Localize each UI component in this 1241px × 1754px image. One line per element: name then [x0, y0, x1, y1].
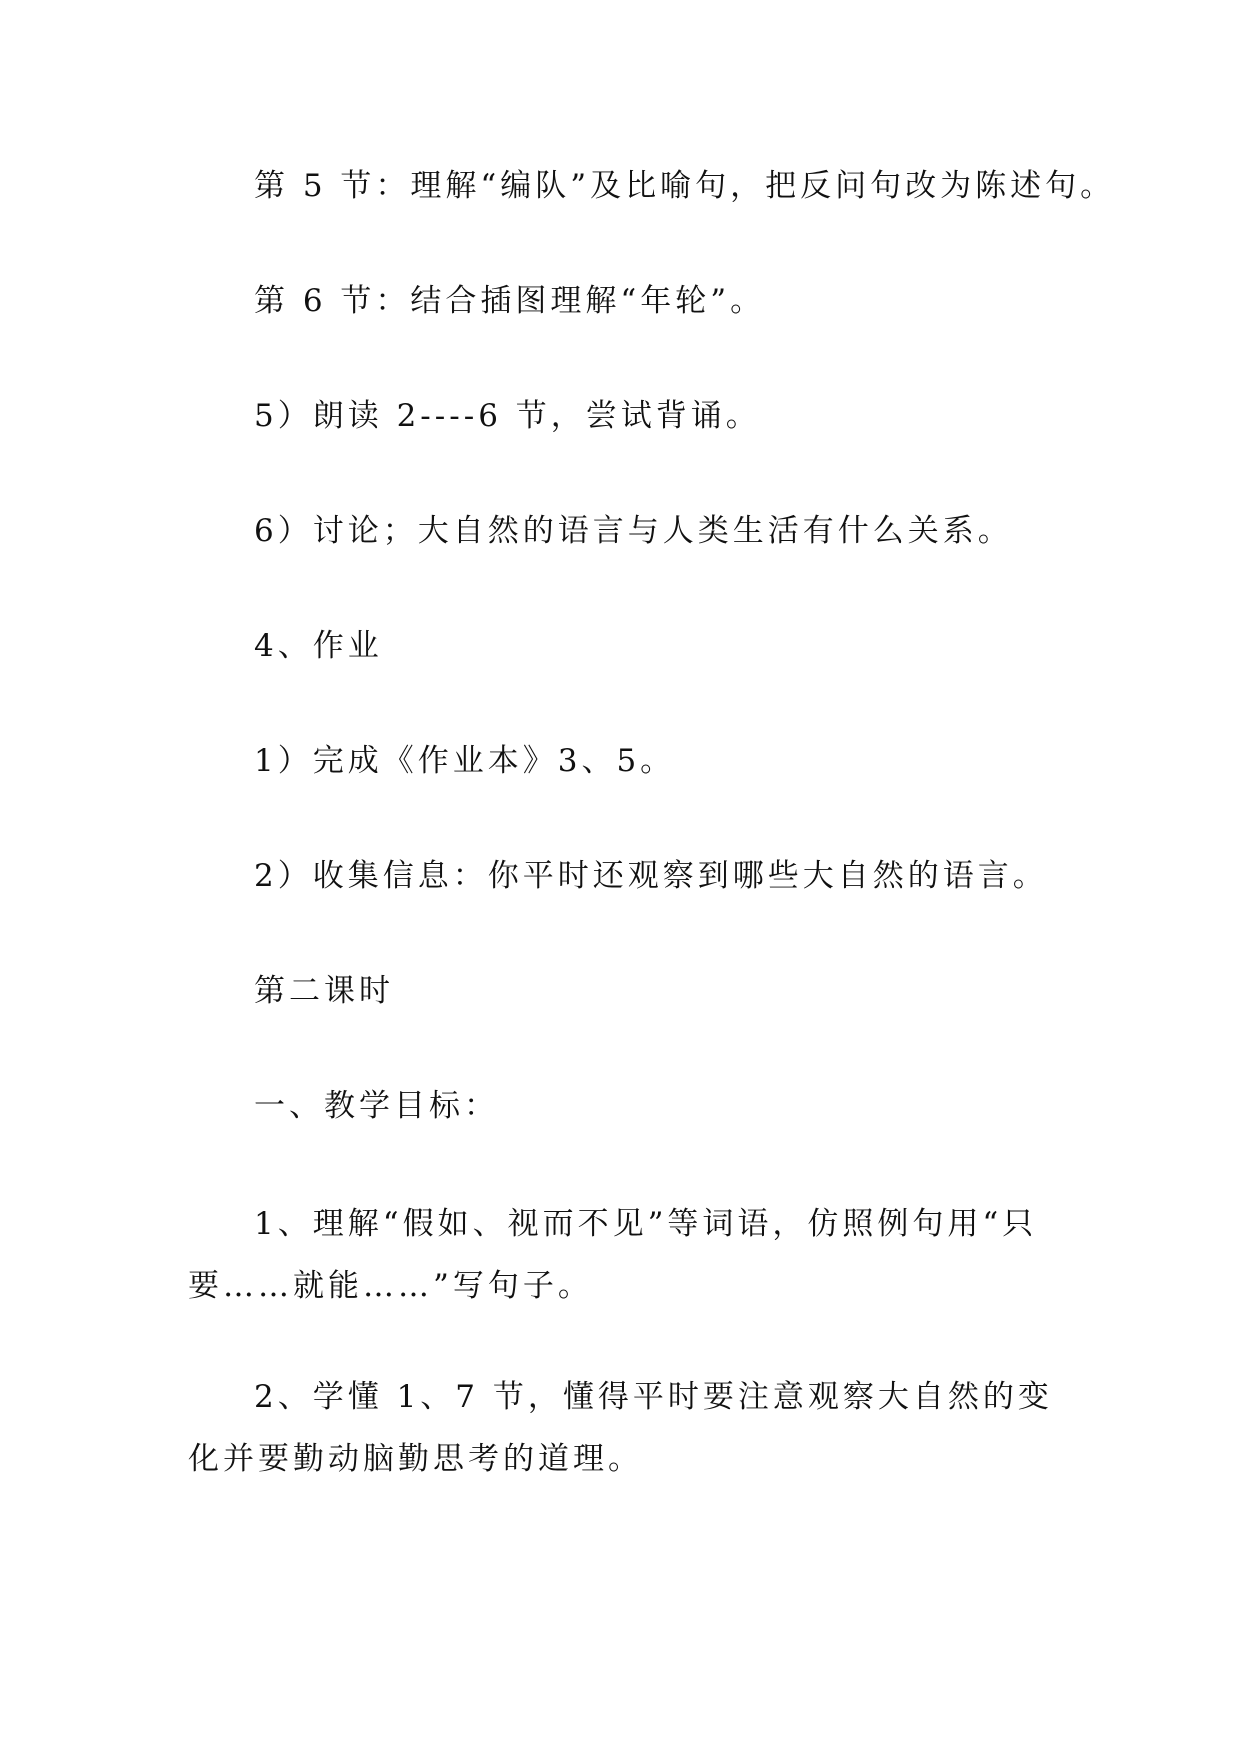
paragraph-homework-1: 1）完成《作业本》3、5。	[254, 743, 676, 779]
paragraph-objective-1: 1、理解“假如、视而不见”等词语，仿照例句用“只要……就能……”写句子。	[188, 1206, 1038, 1304]
paragraph-objective-2: 2、学懂 1、7 节，懂得平时要注意观察大自然的变化并要勤动脑勤思考的道理。	[188, 1379, 1053, 1477]
paragraph-homework-heading: 4、作业	[254, 628, 383, 664]
paragraph-section-5: 第 5 节：理解“编队”及比喻句，把反问句改为陈述句。	[254, 168, 1116, 204]
paragraph-homework-2: 2）收集信息：你平时还观察到哪些大自然的语言。	[254, 858, 1048, 894]
paragraph-lesson-2-heading: 第二课时	[254, 973, 394, 1009]
paragraph-objectives-heading: 一、教学目标：	[254, 1088, 499, 1124]
paragraph-section-6: 第 6 节：结合插图理解“年轮”。	[254, 283, 766, 319]
paragraph-step-5: 5）朗读 2----6 节，尝试背诵。	[254, 398, 761, 434]
paragraph-step-6: 6）讨论；大自然的语言与人类生活有什么关系。	[254, 513, 1013, 549]
